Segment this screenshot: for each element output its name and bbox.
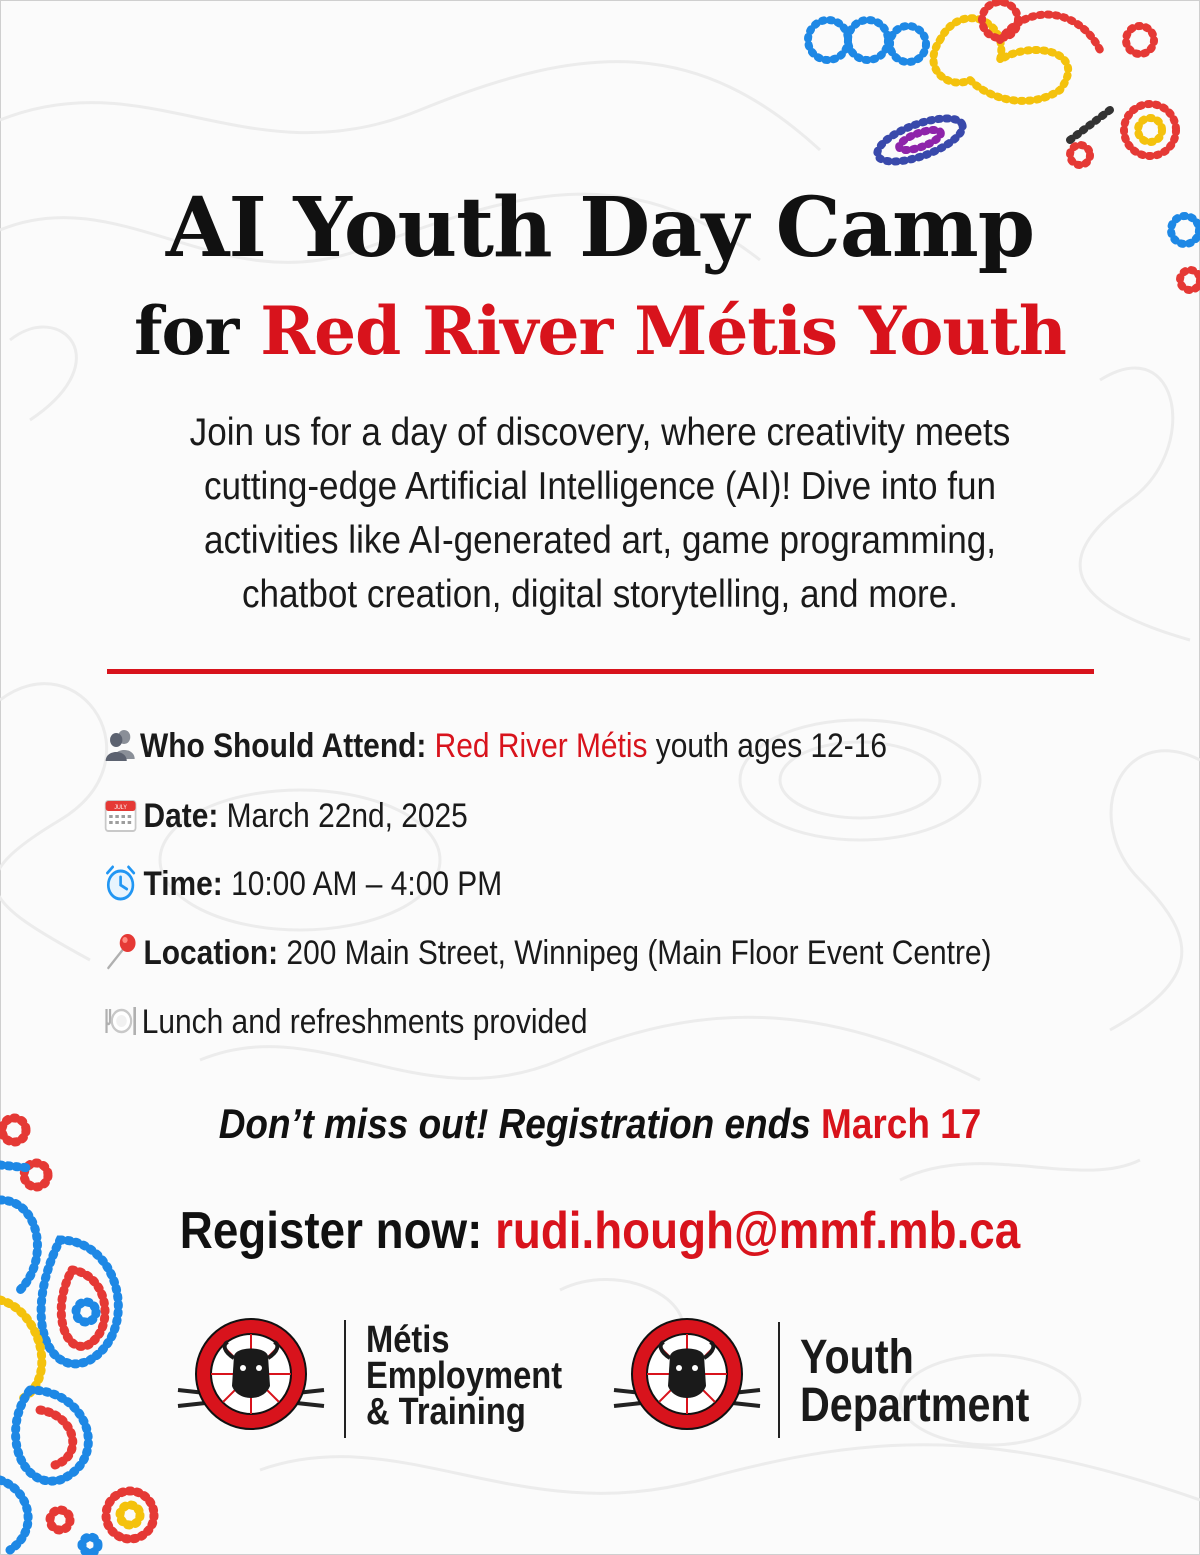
detail-date [103,794,468,838]
miss-text: Don’t miss out! Registration ends [218,1100,811,1147]
location-label: Location: [143,934,279,972]
people-icon [103,725,138,765]
location-value: 200 Main Street, Winnipeg (Main Floor Event Centre) [286,934,992,972]
logo-divider [344,1320,346,1438]
logo-divider [778,1322,780,1438]
register-email-link[interactable]: rudi.hough@mmf.mb.ca [495,1202,1021,1260]
attend-highlight: Red River Métis [434,727,648,765]
mmf-seal-logo [612,1316,762,1434]
org-line: Employment [366,1355,563,1397]
register-label: Register now: [179,1202,483,1260]
org-line: Youth [800,1331,914,1384]
plate-icon [103,1001,138,1041]
intro-line: chatbot creation, digital storytelling, and more. [241,573,959,616]
lunch-text: Lunch and refreshments provided [141,1003,588,1041]
detail-time [103,862,502,906]
alarm-clock-icon [103,863,138,903]
pushpin-icon [103,932,138,972]
calendar-month-text: JULY [114,804,127,812]
date-value: March 22nd, 2025 [226,797,468,835]
deadline-date: March 17 [821,1100,982,1147]
intro-line: activities like AI-generated art, game programming, [203,519,997,562]
subtitle-highlight: Red River Métis Youth [260,292,1066,370]
org-line: & Training [366,1391,526,1433]
intro-line: Join us for a day of discovery, where creativity meets [189,411,1011,454]
attend-text: youth ages 12-16 [655,727,888,765]
time-label: Time: [143,865,223,903]
org-line: Métis [366,1319,450,1361]
subtitle-prefix: for [134,292,239,370]
calendar-icon [103,795,138,835]
red-divider [107,669,1094,674]
org-line: Department [800,1379,1030,1432]
org-name-youth [800,1331,1030,1432]
detail-lunch [103,1000,587,1044]
intro-line: cutting-edge Artificial Intelligence (AI)! Dive into fun [203,465,997,508]
detail-location [103,931,992,975]
org-name-employment [366,1319,563,1433]
time-value: 10:00 AM – 4:00 PM [231,865,503,903]
attend-label: Who Should Attend: [139,727,427,765]
detail-attend [103,724,887,768]
page-subtitle [0,286,1200,376]
page-title: AI Youth Day Camp [165,180,1035,276]
intro-paragraph [150,406,1050,622]
registration-deadline [72,1098,1128,1150]
beadwork-bottom-left [0,1118,154,1553]
mmf-seal-logo [176,1316,326,1434]
date-label: Date: [143,797,219,835]
register-line [72,1200,1128,1262]
